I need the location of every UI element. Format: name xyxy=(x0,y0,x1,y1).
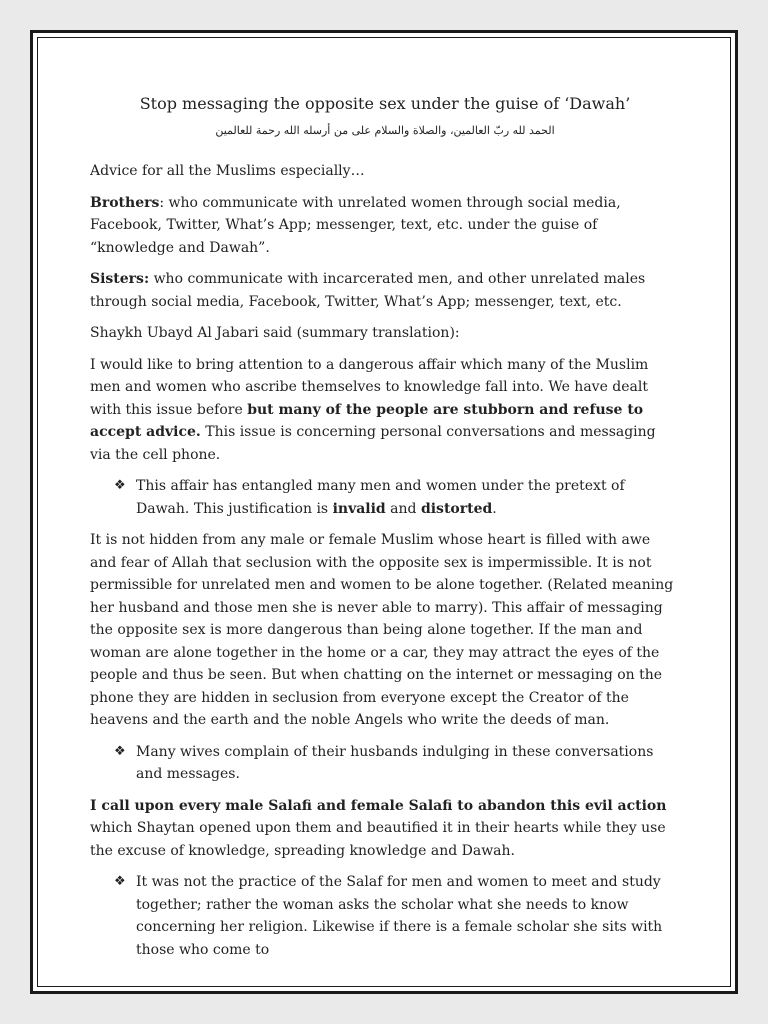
bullet-2-text: Many wives complain of their husbands indulging in these conversations and messages. xyxy=(136,743,654,782)
brothers-label: Brothers xyxy=(90,194,160,211)
bullet-1-text: This affair has entangled many men and women under the pretext of Dawah. This justification is xyxy=(136,478,625,517)
intro-line: Advice for all the Muslims especially… xyxy=(90,163,365,179)
bullet-1-bold-distorted: distorted xyxy=(420,500,493,517)
document-content xyxy=(90,88,680,968)
paragraph-1 xyxy=(90,354,680,467)
brothers-text: : who communicate with unrelated women through social media, Facebook, Twitter, What’s App; messenger, text, etc. under the guise of “knowledge and Dawah”. xyxy=(90,194,621,256)
paragraph-1-bold: but many of the people are stubborn and refuse to accept advice. xyxy=(90,401,644,440)
bullet-1-bold-invalid: invalid xyxy=(332,500,386,517)
document-title: Stop messaging the opposite sex under the guise of ‘Dawah’ xyxy=(139,94,631,113)
paragraph-3 xyxy=(90,795,680,863)
sisters-text: who communicate with incarcerated men, and other unrelated males through social media, Facebook, Twitter, What’s App; messenger, text, etc. xyxy=(90,271,646,310)
diamond-bullet-icon: ❖ xyxy=(114,743,126,759)
bullet-item-1 xyxy=(90,475,680,520)
bullet-item-2 xyxy=(90,741,680,786)
bullet-3-text: It was not the practice of the Salaf for men and women to meet and study together; rather the woman asks the scholar what she needs to know concerning her religion. Likewise if there is a female scholar she sits with those who come to xyxy=(136,874,663,958)
bullet-1-and: and xyxy=(385,500,421,517)
bullet-item-3 xyxy=(90,871,680,961)
bullet-1-period: . xyxy=(492,500,497,517)
paragraph-1-text: I would like to bring attention to a dangerous affair which many of the Muslim men and women who ascribe themselves to knowledge fall into. We have dealt with this issue before xyxy=(90,356,649,418)
arabic-invocation: الحمد لله ربّ العالمين، والصلاة والسلام على من أرسله الله رحمة للعالمين xyxy=(215,124,555,137)
diamond-bullet-icon: ❖ xyxy=(114,874,126,889)
paragraph-3-bold: I call upon every male Salafi and female Salafi to abandon this evil action xyxy=(90,797,667,814)
brothers-paragraph xyxy=(90,192,680,260)
paragraph-3-text: which Shaytan opened upon them and beautified it in their hearts while they use the excuse of knowledge, spreading knowledge and Dawah. xyxy=(90,820,666,859)
sisters-label: Sisters: xyxy=(90,271,150,287)
paragraph-2: It is not hidden from any male or female Muslim whose heart is filled with awe and fear of Allah that seclusion with the opposite sex is impermissible. It is not permissible for unrelated men and women to be alone together. (Related meaning her husband and those men she is never able to marry). This affair of messaging the opposite sex is more dangerous than being alone together. If the man and woman are alone together in the home or a car, they may attract the eyes of the people and thus be seen. But when chatting on the internet or messaging on the phone they are hidden in seclusion from everyone except the Creator of the heavens and the earth and the noble Angels who write the deeds of man. xyxy=(90,532,674,728)
sisters-paragraph xyxy=(90,268,680,313)
shaykh-line: Shaykh Ubayd Al Jabari said (summary translation): xyxy=(90,325,460,341)
diamond-bullet-icon: ❖ xyxy=(114,478,126,493)
paragraph-1-text-end: This issue is concerning personal conversations and messaging via the cell phone. xyxy=(90,424,656,463)
